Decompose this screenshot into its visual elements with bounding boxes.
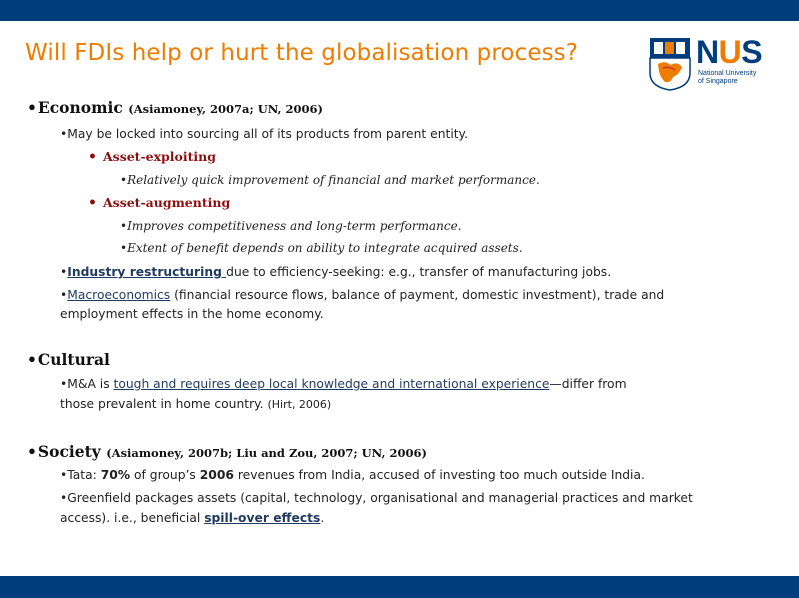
- top-banner: [0, 0, 799, 21]
- asset-augmenting-detail-1: •Improves competitiveness and long-term performance.: [120, 219, 462, 233]
- industry-restructuring-line: •Industry restructuring due to efficiency-seeking: e.g., transfer of manufacturing jobs.: [60, 265, 612, 279]
- macroeconomics-line-2: employment effects in the home economy.: [60, 307, 324, 321]
- industry-restructuring-link[interactable]: Industry restructuring: [67, 265, 227, 279]
- nus-crest-icon: [649, 37, 691, 91]
- asset-exploiting-detail: •Relatively quick improvement of financial and market performance.: [120, 173, 540, 187]
- economic-line-locked: •May be locked into sourcing all of its products from parent entity.: [60, 127, 468, 141]
- nus-wordmark: NUS: [696, 34, 763, 70]
- nus-logo: [649, 34, 774, 92]
- spill-over-link[interactable]: spill-over effects: [204, 511, 321, 525]
- macroeconomics-link[interactable]: Macroeconomics: [67, 288, 171, 302]
- society-heading: •Society (Asiamoney, 2007b; Liu and Zou, 2007; UN, 2006): [27, 442, 427, 461]
- cultural-line-2: those prevalent in home country. (Hirt, 2006): [60, 397, 332, 411]
- asset-augmenting-heading: • Asset-augmenting: [88, 195, 231, 211]
- cultural-link[interactable]: tough and requires deep local knowledge and international experience: [113, 377, 550, 391]
- macroeconomics-line: •Macroeconomics (financial resource flows, balance of payment, domestic investment), trade and: [60, 288, 665, 302]
- bottom-banner: [0, 576, 799, 598]
- cultural-heading: •Cultural: [27, 350, 110, 369]
- economic-heading: •Economic (Asiamoney, 2007a; UN, 2006): [27, 98, 323, 117]
- slide-title: Will FDIs help or hurt the globalisation process?: [25, 40, 579, 66]
- nus-subtitle: National University of Singapore: [698, 70, 757, 85]
- cultural-line-1: •M&A is tough and requires deep local knowledge and international experience—differ from: [60, 377, 627, 391]
- society-greenfield-line-2: access). i.e., beneficial spill-over effects.: [60, 511, 325, 525]
- society-greenfield-line-1: •Greenfield packages assets (capital, technology, organisational and managerial practices and market: [60, 491, 693, 505]
- asset-augmenting-detail-2: •Extent of benefit depends on ability to integrate acquired assets.: [120, 241, 523, 255]
- society-tata-line: •Tata: 70% of group’s 2006 revenues from India, accused of investing too much outside India.: [60, 468, 645, 482]
- asset-exploiting-heading: • Asset-exploiting: [88, 149, 216, 165]
